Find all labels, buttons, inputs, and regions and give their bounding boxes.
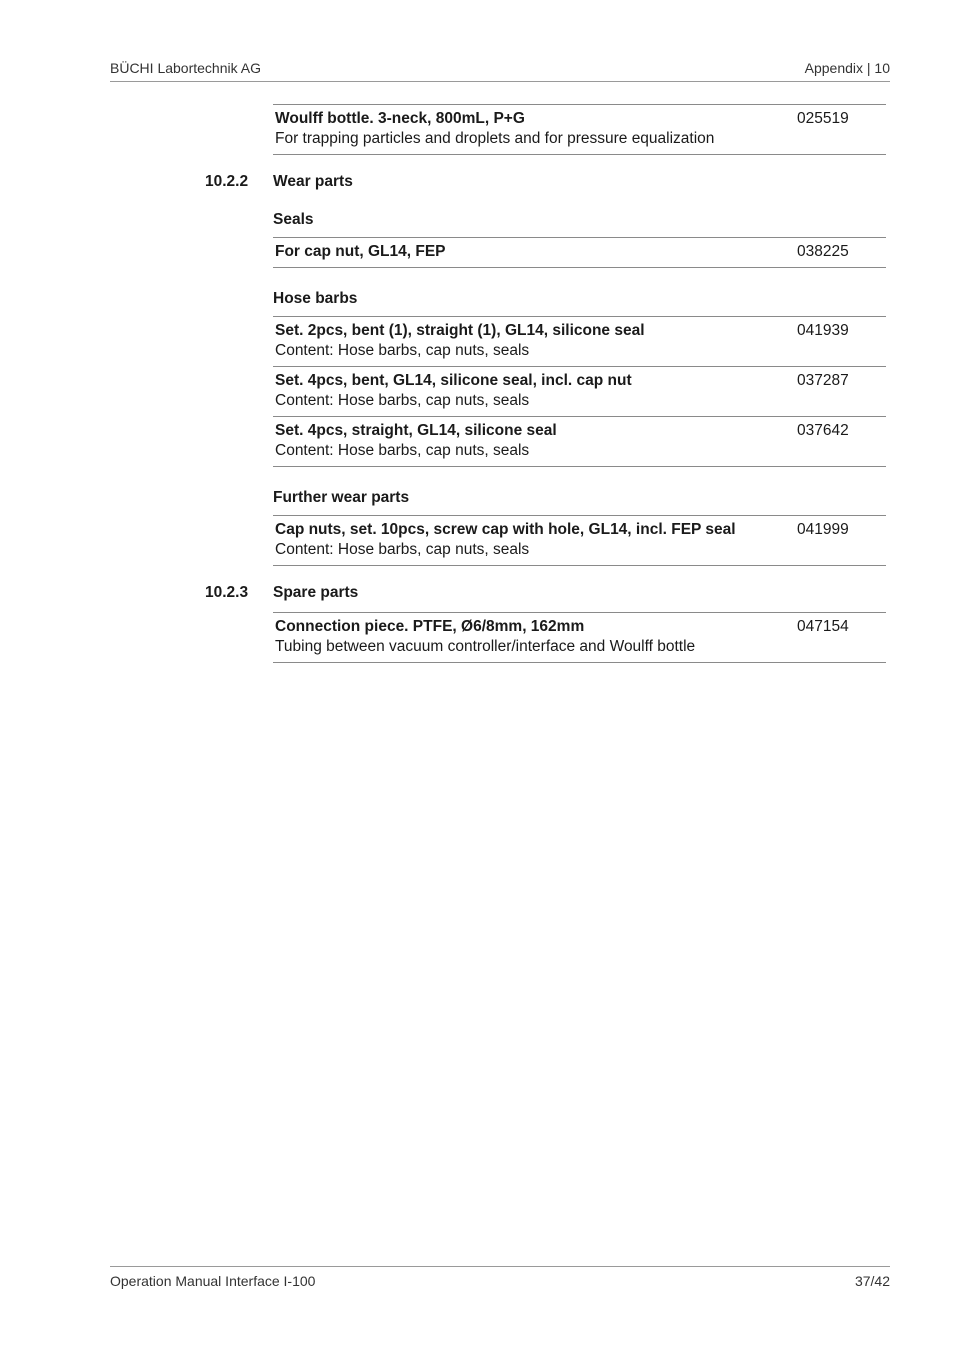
table-row — [273, 367, 886, 417]
section-title: Wear parts — [273, 173, 353, 190]
part-name: For cap nut, GL14, FEP — [275, 243, 446, 260]
spare-parts-table — [273, 612, 886, 663]
part-description: Content: Hose barbs, cap nuts, seals — [275, 392, 530, 409]
bottle-table — [273, 104, 886, 155]
section-heading-spare-parts — [0, 584, 954, 602]
page-content — [0, 104, 954, 663]
part-name: Set. 2pcs, bent (1), straight (1), GL14, silicone seal — [275, 322, 645, 339]
part-number: 037642 — [797, 422, 849, 439]
part-number: 041999 — [797, 521, 849, 538]
part-number: 025519 — [797, 110, 849, 127]
part-name: Cap nuts, set. 10pcs, screw cap with hole, GL14, incl. FEP seal — [275, 521, 736, 538]
footer-page-number: 37/42 — [854, 1273, 890, 1289]
part-description: Content: Hose barbs, cap nuts, seals — [275, 342, 530, 359]
further-wear-table — [273, 515, 886, 566]
part-number: 038225 — [797, 243, 849, 260]
header-divider — [110, 81, 890, 82]
part-name: Set. 4pcs, straight, GL14, silicone seal — [275, 422, 557, 439]
page-header — [110, 60, 890, 76]
table-row — [273, 516, 886, 566]
section-number: 10.2.2 — [205, 173, 249, 190]
part-description: For trapping particles and droplets and for pressure equalization — [275, 130, 715, 147]
header-section: Appendix | 10 — [804, 60, 890, 76]
section-title: Spare parts — [273, 584, 359, 601]
part-description: Content: Hose barbs, cap nuts, seals — [275, 541, 530, 558]
part-description: Tubing between vacuum controller/interface and Woulff bottle — [275, 638, 696, 655]
section-number: 10.2.3 — [205, 584, 249, 601]
part-name: Set. 4pcs, bent, GL14, silicone seal, incl. cap nut — [275, 372, 632, 389]
part-number: 037287 — [797, 372, 849, 389]
table-row — [273, 317, 886, 367]
table-row — [273, 238, 886, 268]
part-description: Content: Hose barbs, cap nuts, seals — [275, 442, 530, 459]
subheading-seals: Seals — [273, 211, 314, 228]
page-footer — [110, 1273, 890, 1289]
part-number: 041939 — [797, 322, 849, 339]
part-name: Connection piece. PTFE, Ø6/8mm, 162mm — [275, 618, 585, 635]
seals-table — [273, 237, 886, 268]
table-row — [273, 105, 886, 155]
subheading-further-wear-parts: Further wear parts — [273, 489, 410, 506]
part-number: 047154 — [797, 618, 849, 635]
footer-divider — [110, 1266, 890, 1267]
table-row — [273, 417, 886, 467]
header-company: BÜCHI Labortechnik AG — [110, 60, 261, 76]
table-row — [273, 613, 886, 663]
part-name: Woulff bottle. 3-neck, 800mL, P+G — [275, 110, 525, 127]
section-heading-wear-parts — [0, 173, 954, 191]
hose-barbs-table — [273, 316, 886, 467]
subheading-hose-barbs: Hose barbs — [273, 290, 358, 307]
footer-manual-title: Operation Manual Interface I-100 — [110, 1273, 316, 1289]
